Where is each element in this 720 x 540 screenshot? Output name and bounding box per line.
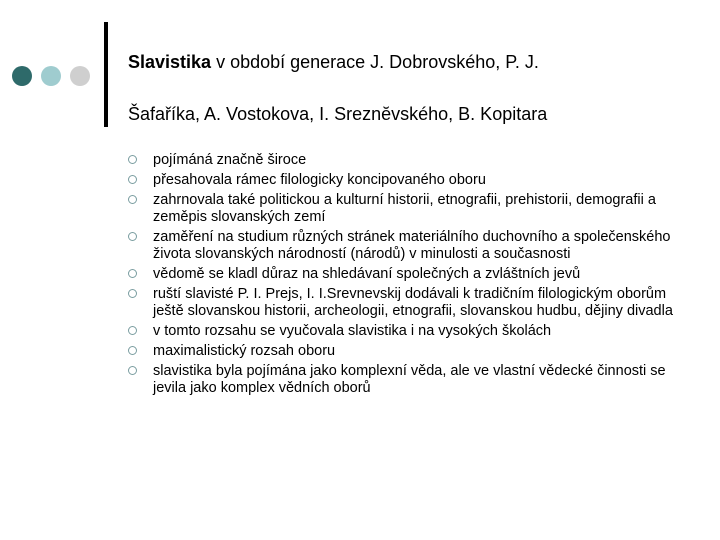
dot-light-gray <box>70 66 90 86</box>
list-item <box>128 192 688 226</box>
bullet-circle-icon <box>128 175 137 184</box>
bullet-list <box>128 152 688 400</box>
bullet-circle-icon <box>128 366 137 375</box>
list-item <box>128 323 688 340</box>
bullet-text: v tomto rozsahu se vyučovala slavistika i na vysokých školách <box>153 323 552 339</box>
bullet-circle-icon <box>128 346 137 355</box>
slide-title <box>128 36 698 140</box>
list-item <box>128 286 688 320</box>
list-item <box>128 152 688 169</box>
title-divider-bar <box>104 22 108 127</box>
bullet-circle-icon <box>128 195 137 204</box>
bullet-text: přesahovala rámec filologicky koncipovaného oboru <box>153 172 486 188</box>
list-item <box>128 343 688 360</box>
bullet-text: maximalistický rozsah oboru <box>153 343 336 359</box>
dot-light-teal <box>41 66 61 86</box>
bullet-text: ruští slavisté P. I. Prejs, I. I.Srevnevskij dodávali k tradičním filologickým oborům ještě slovanskou historii, archeologii, etnografii, slovanskou hudbu, dějiny divadla <box>153 286 673 319</box>
bullet-circle-icon <box>128 232 137 241</box>
title-line2: Šafaříka, A. Vostokova, I. Sreznĕvského, B. Kopitara <box>128 104 548 124</box>
bullet-circle-icon <box>128 289 137 298</box>
bullet-circle-icon <box>128 326 137 335</box>
bullet-text: zahrnovala také politickou a kulturní historii, etnografii, prehistorii, demografii a zeměpis slovanských zemí <box>153 192 656 225</box>
bullet-circle-icon <box>128 155 137 164</box>
bullet-circle-icon <box>128 269 137 278</box>
bullet-text: vědomě se kladl důraz na shledávaní společných a zvláštních jevů <box>153 266 581 282</box>
list-item <box>128 229 688 263</box>
dot-dark-teal <box>12 66 32 86</box>
bullet-text: pojímáná značně široce <box>153 152 307 168</box>
list-item <box>128 363 688 397</box>
list-item <box>128 172 688 189</box>
title-bold-word: Slavistika <box>128 52 212 72</box>
bullet-text: slavistika byla pojímána jako komplexní věda, ale ve vlastní vědecké činnosti se jevila jako komplex vědních oborů <box>153 363 666 396</box>
title-line1-rest: v období generace J. Dobrovského, P. J. <box>211 52 539 72</box>
bullet-text: zaměření na studium různých stránek materiálního duchovního a společenského života slovanských národností (národů) v minulosti a současnosti <box>153 229 671 262</box>
list-item <box>128 266 688 283</box>
